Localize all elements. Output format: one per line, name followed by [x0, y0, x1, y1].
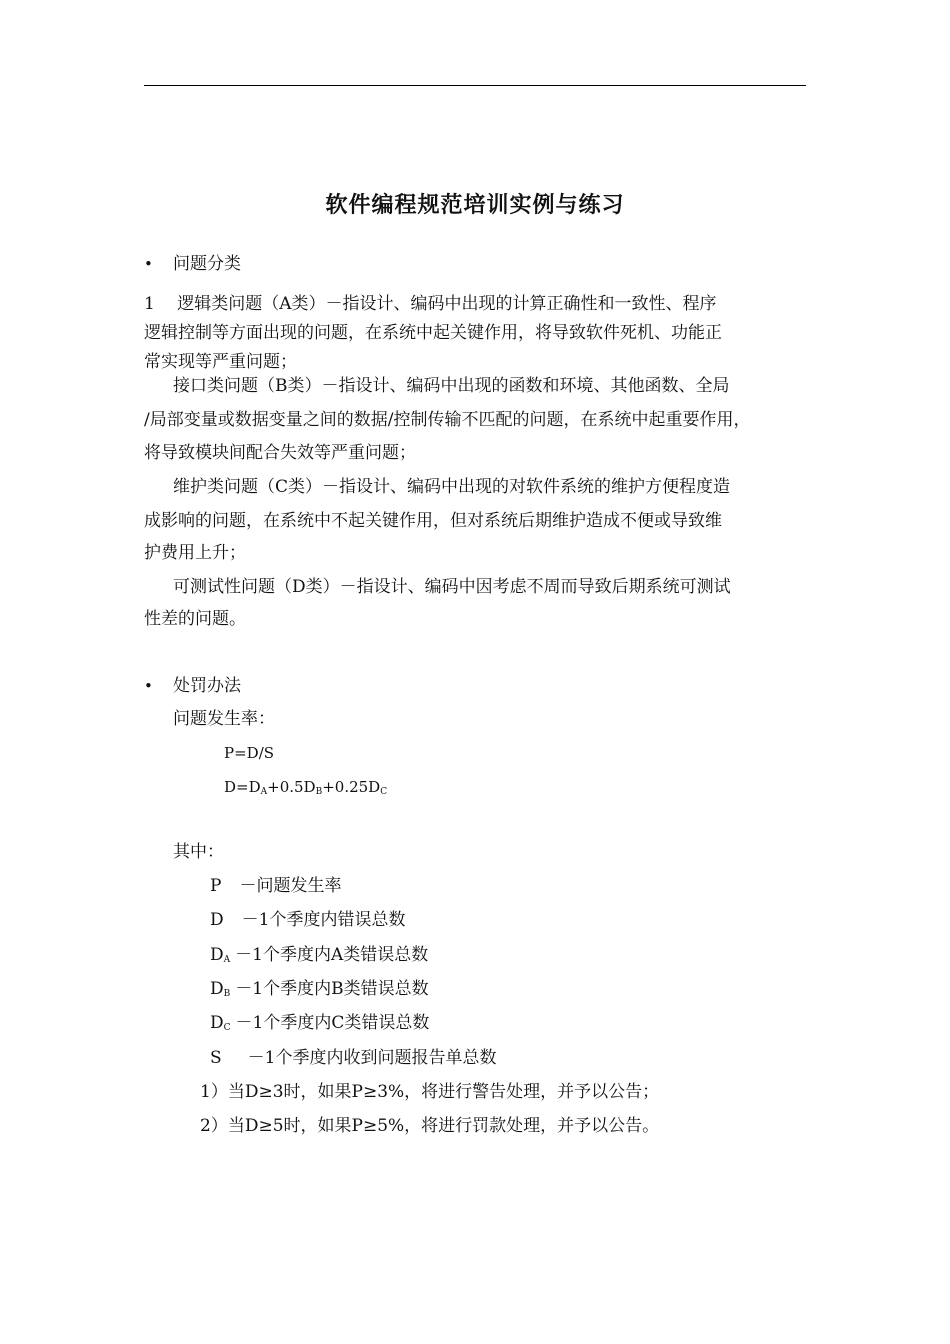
definition-row	[210, 1011, 429, 1035]
definition-text: －1个季度内错误总数	[241, 910, 406, 930]
formula-d-part: D=D	[224, 778, 261, 796]
formula-d-part: +0.25D	[322, 778, 381, 796]
formula-d	[224, 775, 387, 799]
definition-text: －1个季度内C类错误总数	[235, 1013, 430, 1033]
paragraph-line: 常实现等严重问题；	[144, 352, 297, 372]
paragraph-line: 成影响的问题，在系统中不起关键作用，但对系统后期维护造成不便或导致维	[144, 511, 722, 531]
paragraph-line: 护费用上升；	[144, 543, 246, 563]
paragraph-line: 接口类问题（B类）－指设计、编码中出现的函数和环境、其他函数、全局	[173, 376, 730, 396]
where-label: 其中：	[173, 842, 224, 862]
paragraph-line: 逻辑控制等方面出现的问题，在系统中起关键作用，将导致软件死机、功能正	[144, 323, 722, 343]
paragraph-line: 性差的问题。	[144, 609, 246, 629]
section-heading-penalty: 处罚办法	[173, 676, 241, 696]
paragraph-line: 1 逻辑类问题（A类）－指设计、编码中出现的计算正确性和一致性、程序	[144, 294, 717, 314]
definition-text: －问题发生率	[239, 876, 342, 896]
rate-label: 问题发生率：	[173, 709, 275, 729]
definition-symbol: D	[210, 945, 224, 965]
definition-text: －1个季度内收到问题报告单总数	[247, 1048, 497, 1068]
formula-rate: P=D/S	[224, 744, 275, 762]
header-rule	[144, 85, 806, 86]
definition-subscript: C	[223, 1023, 231, 1033]
definition-row	[210, 943, 428, 967]
definition-text: －1个季度内B类错误总数	[235, 979, 429, 999]
formula-d-part: +0.5D	[267, 778, 316, 796]
definition-row	[210, 908, 405, 932]
definition-symbol: D	[210, 979, 224, 999]
document-title: 软件编程规范培训实例与练习	[325, 193, 625, 218]
definition-row	[210, 1046, 496, 1070]
paragraph-line: 可测试性问题（D类）－指设计、编码中因考虑不周而导致后期系统可测试	[173, 577, 731, 597]
formula-subscript: C	[380, 787, 388, 797]
paragraph-line: 将导致模块间配合失效等严重问题；	[144, 443, 416, 463]
formula-subscript: B	[315, 787, 323, 797]
definition-symbol: S	[210, 1048, 222, 1068]
penalty-rule: 1）当D≥3时，如果P≥3%，将进行警告处理，并予以公告；	[200, 1082, 660, 1102]
definition-row	[210, 874, 341, 898]
bullet-icon: •	[144, 255, 153, 273]
penalty-rule: 2）当D≥5时，如果P≥5%，将进行罚款处理，并予以公告。	[200, 1116, 660, 1136]
definition-symbol: D	[210, 910, 224, 930]
definition-subscript: B	[223, 989, 231, 999]
definition-symbol: P	[210, 876, 222, 896]
definition-text: －1个季度内A类错误总数	[235, 945, 429, 965]
formula-subscript: A	[260, 787, 268, 797]
paragraph-line: 维护类问题（C类）－指设计、编码中出现的对软件系统的维护方便程度造	[173, 477, 731, 497]
definition-subscript: A	[223, 955, 231, 965]
section-heading-classification: 问题分类	[173, 254, 241, 274]
bullet-icon: •	[144, 677, 153, 695]
paragraph-line: /局部变量或数据变量之间的数据/控制传输不匹配的问题，在系统中起重要作用，	[144, 410, 751, 430]
definition-symbol: D	[210, 1013, 224, 1033]
definition-row	[210, 977, 429, 1001]
